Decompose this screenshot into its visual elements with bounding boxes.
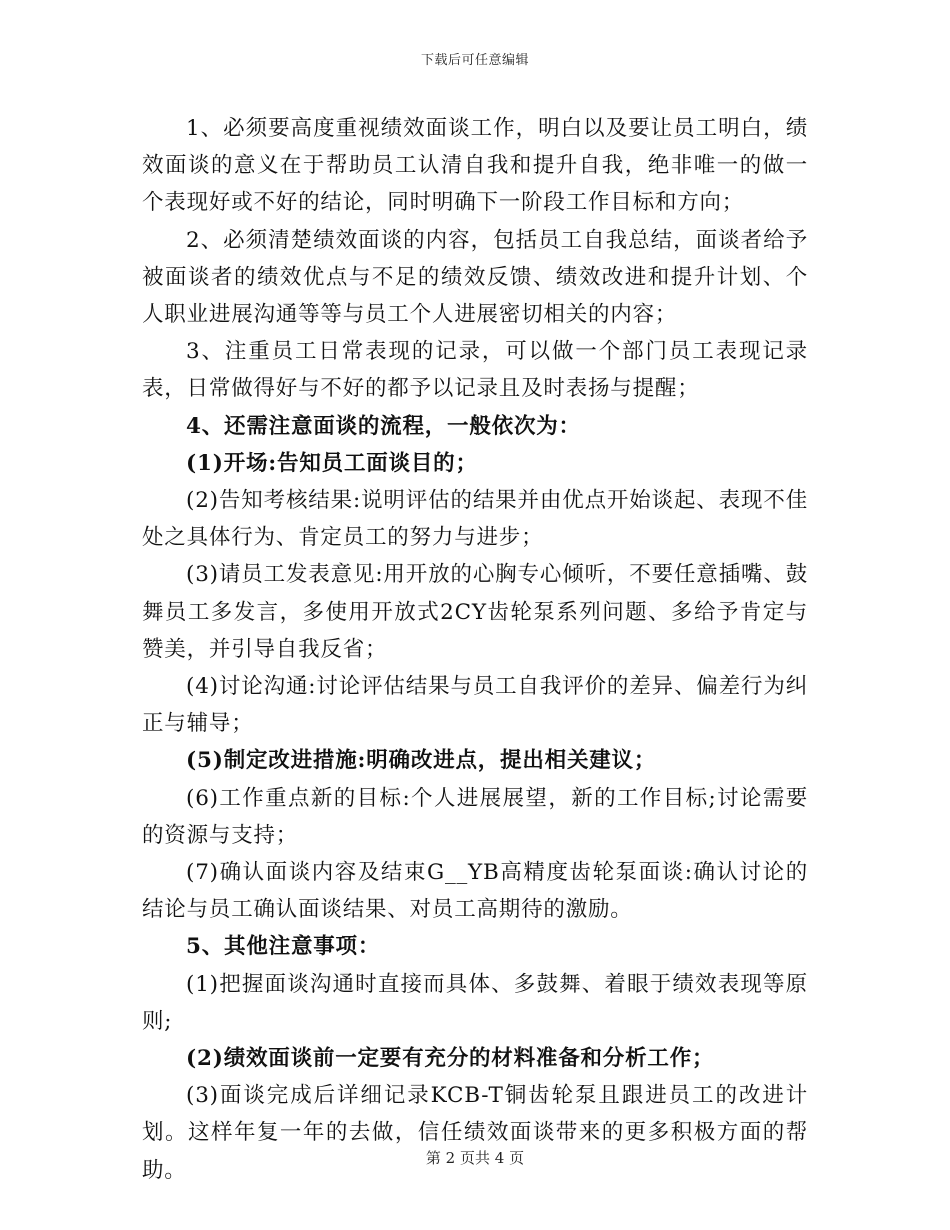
step-2-results: (2)告知考核结果:说明评估的结果并由优点开始谈起、表现不佳处之具体行为、肯定员工的努力与进步； [142, 488, 808, 551]
page-footer: 第 2 页共 4 页 [425, 1149, 525, 1167]
note-2: (2)绩效面谈前一定要有充分的材料准备和分析工作； [186, 1046, 715, 1072]
paragraph-1: 1、必须要高度重视绩效面谈工作，明白以及要让员工明白，绩效面谈的意义在于帮助员工认清自我和提升自我，绝非唯一的做一个表现好或不好的结论，同时明确下一阶段工作目标和方向； [142, 116, 808, 216]
paragraph-5-heading: 5、其他注意事项： [186, 934, 381, 960]
step-6-goals: (6)工作重点新的目标:个人进展展望，新的工作目标;讨论需要的资源与支持； [142, 785, 808, 848]
page-header: 下载后可任意编辑 [420, 53, 529, 68]
note-1: (1)把握面谈沟通时直接而具体、多鼓舞、着眼于绩效表现等原则; [142, 971, 808, 1034]
document-body [142, 110, 808, 1189]
note-3: (3)面谈完成后详细记录KCB-T铜齿轮泵且跟进员工的改进计划。这样年复一年的去做，信任绩效面谈带来的更多积极方面的帮助。 [142, 1083, 808, 1183]
step-7-confirm: (7)确认面谈内容及结束G__YB高精度齿轮泵面谈:确认讨论的结论与员工确认面谈结果、对员工高期待的激励。 [142, 860, 808, 923]
step-3-opinions: (3)请员工发表意见:用开放的心胸专心倾听，不要任意插嘴、鼓舞员工多发言，多使用开放式2CY齿轮泵系列问题、多给予肯定与赞美，并引导自我反省； [142, 562, 808, 662]
paragraph-4-heading: 4、还需注意面谈的流程，一般依次为： [186, 413, 581, 439]
paragraph-3: 3、注重员工日常表现的记录，可以做一个部门员工表现记录表，日常做得好与不好的都予以记录且及时表扬与提醒； [142, 339, 808, 402]
paragraph-2: 2、必须清楚绩效面谈的内容，包括员工自我总结，面谈者给予被面谈者的绩效优点与不足的绩效反馈、绩效改进和提升计划、个人职业进展沟通等等与员工个人进展密切相关的内容； [142, 227, 808, 328]
step-4-discussion: (4)讨论沟通:讨论评估结果与员工自我评价的差异、偏差行为纠正与辅导； [142, 674, 808, 737]
step-1-opening: (1)开场:告知员工面谈目的； [186, 450, 478, 476]
step-5-improvement: (5)制定改进措施:明确改进点，提出相关建议； [186, 748, 657, 774]
